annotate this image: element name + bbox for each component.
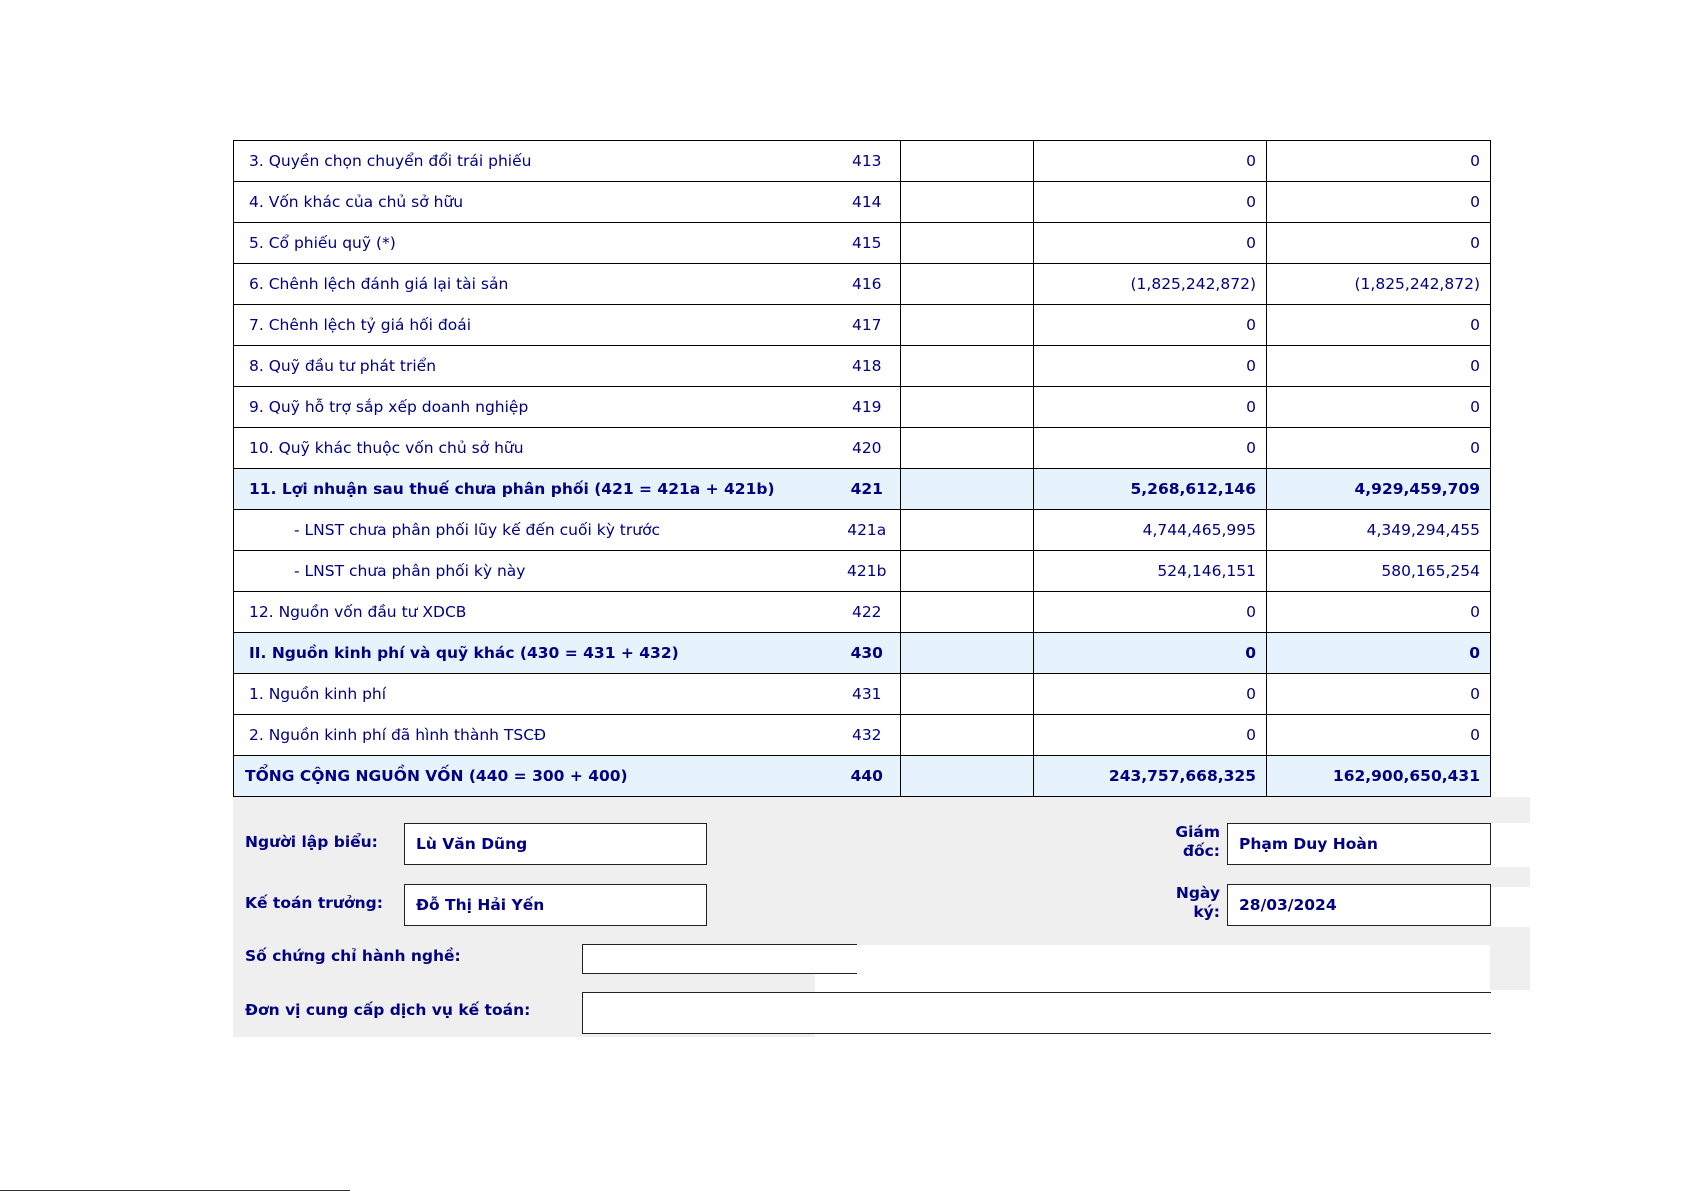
row-current-value: 0 [1034,223,1267,264]
row-note [901,387,1034,428]
row-label: TỔNG CỘNG NGUỒN VỐN (440 = 300 + 400) [234,756,834,797]
table-row [234,715,1491,756]
row-previous-value: 0 [1267,674,1491,715]
row-label: II. Nguồn kinh phí và quỹ khác (430 = 431 + 432) [234,633,834,674]
row-previous-value: 4,349,294,455 [1267,510,1491,551]
row-code: 418 [834,346,901,387]
row-current-value: 0 [1034,387,1267,428]
signature-band [1490,867,1530,887]
row-previous-value: 0 [1267,141,1491,182]
row-label: 9. Quỹ hỗ trợ sắp xếp doanh nghiệp [234,387,834,428]
row-current-value: 0 [1034,592,1267,633]
row-current-value: 0 [1034,305,1267,346]
row-previous-value: 0 [1267,346,1491,387]
row-note [901,428,1034,469]
chief-accountant-name-field[interactable]: Đỗ Thị Hải Yến [404,884,707,926]
row-label: - LNST chưa phân phối lũy kế đến cuối kỳ trước [234,510,834,551]
row-code: 431 [834,674,901,715]
table-row [234,182,1491,223]
director-label [1148,823,1220,861]
row-note [901,592,1034,633]
table-row [234,674,1491,715]
row-current-value: 0 [1034,182,1267,223]
row-label: 3. Quyền chọn chuyển đổi trái phiếu [234,141,834,182]
row-label: 12. Nguồn vốn đầu tư XDCB [234,592,834,633]
director-label-line1: Giám [1175,823,1220,841]
row-label: 2. Nguồn kinh phí đã hình thành TSCĐ [234,715,834,756]
row-note [901,510,1034,551]
grand-total-row [234,756,1491,797]
row-label: 6. Chênh lệch đánh giá lại tài sản [234,264,834,305]
service-provider-label: Đơn vị cung cấp dịch vụ kế toán: [245,1001,531,1019]
row-previous-value: 162,900,650,431 [1267,756,1491,797]
signature-band [233,797,1530,823]
row-current-value: 0 [1034,633,1267,674]
row-code: 414 [834,182,901,223]
table-row [234,510,1491,551]
row-current-value: 4,744,465,995 [1034,510,1267,551]
director-name-field[interactable]: Phạm Duy Hoàn [1227,823,1491,865]
table-row [234,428,1491,469]
signing-date-field[interactable]: 28/03/2024 [1227,884,1491,926]
row-code: 440 [834,756,901,797]
row-note [901,305,1034,346]
row-note [901,223,1034,264]
row-current-value: 0 [1034,715,1267,756]
balance-sheet-section [233,140,1490,1037]
row-current-value: 5,268,612,146 [1034,469,1267,510]
preparer-label: Người lập biểu: [245,833,378,851]
row-note [901,674,1034,715]
row-code: 421a [834,510,901,551]
row-code: 421 [834,469,901,510]
table-row [234,551,1491,592]
row-code: 419 [834,387,901,428]
row-label: 1. Nguồn kinh phí [234,674,834,715]
table-row [234,592,1491,633]
date-label [1148,884,1220,922]
row-code: 430 [834,633,901,674]
row-note [901,469,1034,510]
row-label: 8. Quỹ đầu tư phát triển [234,346,834,387]
certificate-number-field[interactable] [582,944,857,974]
date-label-line2: ký: [1193,903,1220,921]
row-code: 415 [834,223,901,264]
row-label: 7. Chênh lệch tỷ giá hối đoái [234,305,834,346]
service-provider-field[interactable] [582,992,1491,1034]
row-note [901,264,1034,305]
row-previous-value: 0 [1267,633,1491,674]
row-code: 421b [834,551,901,592]
row-code: 422 [834,592,901,633]
row-current-value: 0 [1034,346,1267,387]
row-code: 420 [834,428,901,469]
row-previous-value: 0 [1267,715,1491,756]
certificate-label: Số chứng chỉ hành nghề: [245,947,461,965]
row-previous-value: 0 [1267,182,1491,223]
row-previous-value: 4,929,459,709 [1267,469,1491,510]
row-code: 432 [834,715,901,756]
row-label: 10. Quỹ khác thuộc vốn chủ sở hữu [234,428,834,469]
row-current-value: 0 [1034,141,1267,182]
table-row [234,223,1491,264]
date-label-line1: Ngày [1175,884,1220,902]
row-previous-value: 0 [1267,428,1491,469]
signature-band [1490,927,1530,990]
balance-sheet-table [233,140,1491,797]
preparer-name-field[interactable]: Lù Văn Dũng [404,823,707,865]
row-label: 4. Vốn khác của chủ sở hữu [234,182,834,223]
row-code: 413 [834,141,901,182]
row-previous-value: 580,165,254 [1267,551,1491,592]
row-current-value: 524,146,151 [1034,551,1267,592]
row-label: - LNST chưa phân phối kỳ này [234,551,834,592]
row-note [901,756,1034,797]
table-row [234,469,1491,510]
table-row [234,141,1491,182]
table-row [234,264,1491,305]
row-note [901,346,1034,387]
row-note [901,715,1034,756]
row-label: 5. Cổ phiếu quỹ (*) [234,223,834,264]
row-current-value: 0 [1034,674,1267,715]
table-row [234,346,1491,387]
row-code: 416 [834,264,901,305]
table-row [234,633,1491,674]
chief-accountant-label: Kế toán trưởng: [245,894,383,912]
row-previous-value: 0 [1267,223,1491,264]
row-current-value: (1,825,242,872) [1034,264,1267,305]
row-previous-value: 0 [1267,592,1491,633]
table-row [234,305,1491,346]
row-current-value: 243,757,668,325 [1034,756,1267,797]
table-row [234,387,1491,428]
director-label-line2: đốc: [1182,842,1220,860]
row-note [901,633,1034,674]
signature-section [233,797,1530,1037]
row-code: 417 [834,305,901,346]
row-note [901,551,1034,592]
row-label: 11. Lợi nhuận sau thuế chưa phân phối (421 = 421a + 421b) [234,469,834,510]
row-previous-value: 0 [1267,305,1491,346]
row-previous-value: 0 [1267,387,1491,428]
row-current-value: 0 [1034,428,1267,469]
row-note [901,182,1034,223]
row-note [901,141,1034,182]
row-previous-value: (1,825,242,872) [1267,264,1491,305]
